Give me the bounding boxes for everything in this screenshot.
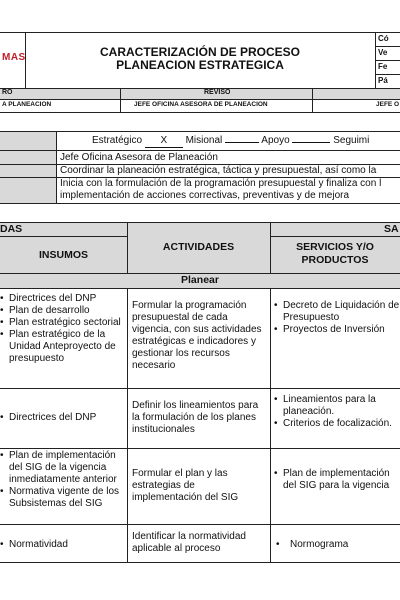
alcance-line-2: implementación de acciones correctivas, preventivas y de mejora [60, 190, 350, 201]
salidas-header: SA [384, 223, 399, 235]
pagina-label: Pá [378, 76, 388, 85]
reviso-label: REVISO [204, 89, 231, 96]
table-row [0, 539, 127, 551]
servicio-item: • Lineamientos para la planeación. [274, 394, 400, 418]
insumo-item: • Normatividad [0, 539, 127, 551]
info-label-column [0, 131, 56, 203]
insumo-item: • Plan estratégico sectorial [0, 317, 127, 329]
servicios-header [270, 241, 400, 267]
servicio-item: • Plan de implementación del SIG para la vigencia [274, 468, 400, 492]
servicios-header-line-1: SERVICIOS Y/O [296, 241, 374, 253]
objetivo-value: Coordinar la planeación estratégica, táctica y presupuestal, así como la [60, 165, 377, 176]
actividad-text: Formular el plan y las estrategias de implementación del SIG [132, 468, 239, 503]
entradas-header: DAS [0, 223, 23, 235]
title-line-2: PLANEACION ESTRATEGICA [116, 58, 284, 72]
insumo-item: • Directrices del DNP [0, 412, 127, 424]
reviso-value: JEFE OFICINA ASESORA DE PLANEACIÓN [134, 101, 268, 108]
codigo-label: Có [378, 34, 389, 43]
elaboro-value: A PLANEACIÓN [2, 101, 52, 108]
responsable-value: Jefe Oficina Asesora de Planeación [60, 152, 218, 163]
logo: MAS [2, 52, 26, 63]
insumos-header: INSUMOS [38, 249, 88, 261]
insumo-item: • Directrices del DNP [0, 293, 127, 305]
type-estrategico: Estratégico [92, 135, 143, 146]
actividad-text: Definir los lineamientos para la formulación de los planes institucionales [132, 400, 259, 435]
elaboro-label: RO [2, 89, 13, 96]
alcance-value [60, 178, 400, 202]
table-row [0, 450, 127, 510]
process-type-line [92, 135, 400, 148]
type-apoyo: Apoyo [261, 135, 290, 146]
servicios-header-line-2: PRODUCTOS [301, 254, 369, 266]
approval-header-bar [0, 88, 400, 99]
servicio-item: • Criterios de focalización. [274, 418, 400, 430]
alcance-line-1: Inicia con la formulación de la programación presupuestal y finaliza con l [60, 178, 382, 189]
title-line-1: CARACTERIZACIÓN DE PROCESO [99, 45, 300, 59]
insumo-item: • Plan estratégico de la Unidad Anteproyecto de presupuesto [0, 329, 127, 365]
insumo-item: • Plan de implementación del SIG de la vigencia inmediatamente anterior [0, 450, 127, 486]
servicio-item: • Proyectos de Inversión [274, 324, 400, 336]
actividad-text: Formular la programación presupuestal de cada vigencia, con sus actividades estratégicas e indicadores y gestionar los recursos necesario [132, 300, 262, 371]
type-seguimiento: Seguimi [333, 135, 370, 146]
document-title [25, 46, 375, 72]
servicio-item: • Normograma [276, 539, 400, 551]
type-estrategico-mark: X [145, 135, 183, 148]
actividades-header: ACTIVIDADES [162, 241, 235, 253]
insumo-item: • Plan de desarrollo [0, 305, 127, 317]
version-label: Ve [378, 48, 388, 57]
phase-label: Planear [181, 274, 219, 286]
type-misional: Misional [185, 135, 223, 146]
aprobo-value: JEFE O [376, 101, 400, 108]
insumo-item: • Normativa vigente de los Subsistemas del SIG [0, 486, 127, 510]
fecha-label: Fe [378, 62, 388, 71]
servicio-item: • Decreto de Liquidación de Presupuesto [274, 300, 400, 324]
table-row [0, 293, 127, 365]
actividad-text: Identificar la normatividad aplicable al proceso [132, 531, 246, 554]
table-row [0, 412, 127, 424]
